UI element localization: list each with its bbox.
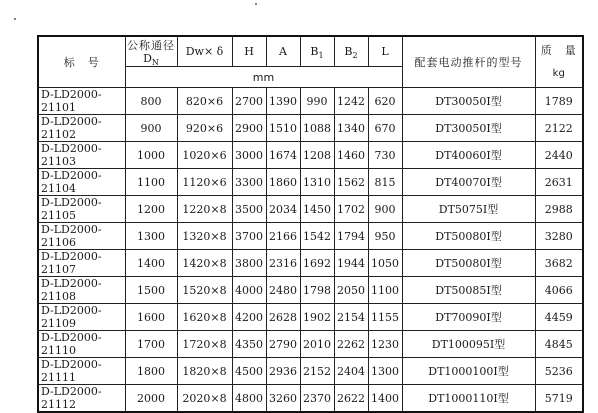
cell-b1: 2010 [300,331,334,358]
cell-h: 3700 [232,223,266,250]
cell-mass: 2440 [535,142,583,169]
table-row [38,142,583,169]
cell-a: 2480 [266,277,300,304]
cell-b1: 990 [300,88,334,115]
table-row [38,250,583,277]
header-b2: $B_2$ [334,36,368,67]
cell-code: D-LD2000-21111 [38,358,125,385]
cell-dn: 1700 [125,331,177,358]
table-row [38,223,583,250]
header-nominal-diameter-label: 公称通径 [127,38,175,52]
table-row [38,115,583,142]
cell-a: 2034 [266,196,300,223]
cell-h: 3500 [232,196,266,223]
cell-dn: 1000 [125,142,177,169]
cell-l: 670 [368,115,402,142]
cell-model: DT100095Ⅰ型 [402,331,535,358]
cell-a: 3260 [266,385,300,413]
cell-dn: 1600 [125,304,177,331]
cell-a: 2936 [266,358,300,385]
cell-a: 1674 [266,142,300,169]
header-actuator-model: 配套电动推杆的型号 [402,36,535,88]
header-code: 标 号 [38,36,125,88]
cell-dw: 1520×8 [177,277,232,304]
cell-mass: 4459 [535,304,583,331]
cell-b2: 2154 [334,304,368,331]
cell-h: 3800 [232,250,266,277]
cell-b2: 1944 [334,250,368,277]
cell-b2: 1242 [334,88,368,115]
cell-b1: 2370 [300,385,334,413]
cell-b1: 1798 [300,277,334,304]
cell-b1: 1310 [300,169,334,196]
header-mass [535,36,583,88]
cell-l: 1230 [368,331,402,358]
cell-b1: 2152 [300,358,334,385]
cell-b1: 1208 [300,142,334,169]
cell-a: 1390 [266,88,300,115]
table-row [38,385,583,413]
cell-b2: 2622 [334,385,368,413]
cell-code: D-LD2000-21101 [38,88,125,115]
cell-dn: 1200 [125,196,177,223]
cell-h: 3000 [232,142,266,169]
header-dw: Dw× δ [177,36,232,67]
cell-h: 3300 [232,169,266,196]
cell-code: D-LD2000-21103 [38,142,125,169]
cell-code: D-LD2000-21106 [38,223,125,250]
cell-a: 1860 [266,169,300,196]
cell-dn: 900 [125,115,177,142]
cell-dw: 820×6 [177,88,232,115]
cell-l: 1155 [368,304,402,331]
header-l: L [368,36,402,67]
cell-mass: 2988 [535,196,583,223]
cell-h: 4000 [232,277,266,304]
cell-dn: 800 [125,88,177,115]
table-row [38,196,583,223]
cell-h: 2700 [232,88,266,115]
cell-b1: 1088 [300,115,334,142]
header-a: A [266,36,300,67]
cell-mass: 3280 [535,223,583,250]
cell-code: D-LD2000-21110 [38,331,125,358]
cell-code: D-LD2000-21108 [38,277,125,304]
cell-dn: 1400 [125,250,177,277]
cell-dn: 1300 [125,223,177,250]
table-row [38,277,583,304]
cell-code: D-LD2000-21104 [38,169,125,196]
header-nominal-diameter [125,36,177,67]
cell-model: DT1000100Ⅰ型 [402,358,535,385]
header-h: H [232,36,266,67]
spec-table [37,35,584,413]
cell-l: 815 [368,169,402,196]
cell-h: 4500 [232,358,266,385]
cell-b2: 2404 [334,358,368,385]
cell-model: DT30050Ⅰ型 [402,115,535,142]
cell-model: DT50080Ⅰ型 [402,250,535,277]
cell-b1: 1542 [300,223,334,250]
table-row [38,88,583,115]
cell-mass: 2631 [535,169,583,196]
cell-a: 2628 [266,304,300,331]
cell-model: DT30050Ⅰ型 [402,88,535,115]
cell-dn: 1500 [125,277,177,304]
cell-dw: 1820×8 [177,358,232,385]
cell-code: D-LD2000-21109 [38,304,125,331]
cell-l: 620 [368,88,402,115]
cell-b1: 1692 [300,250,334,277]
cell-l: 950 [368,223,402,250]
header-unit-mm: mm [125,67,402,88]
cell-l: 1050 [368,250,402,277]
cell-mass: 5236 [535,358,583,385]
cell-model: DT40070Ⅰ型 [402,169,535,196]
cell-dn: 1800 [125,358,177,385]
header-mass-unit: kg [552,68,565,79]
cell-model: DT5075Ⅰ型 [402,196,535,223]
header-row [38,36,583,67]
cell-mass: 4845 [535,331,583,358]
cell-mass: 3682 [535,250,583,277]
cell-mass: 1789 [535,88,583,115]
cell-a: 1510 [266,115,300,142]
cell-code: D-LD2000-21102 [38,115,125,142]
cell-model: DT50085Ⅰ型 [402,277,535,304]
cell-b1: 1902 [300,304,334,331]
header-nominal-diameter-symbol: $D_N$ [143,51,159,67]
cell-b2: 1794 [334,223,368,250]
cell-b2: 1562 [334,169,368,196]
cell-dw: 1220×8 [177,196,232,223]
cell-model: DT1000110Ⅰ型 [402,385,535,413]
cell-a: 2790 [266,331,300,358]
cell-h: 4800 [232,385,266,413]
cell-h: 4200 [232,304,266,331]
cell-h: 4350 [232,331,266,358]
cell-dw: 1620×8 [177,304,232,331]
cell-mass: 2122 [535,115,583,142]
cell-dw: 1020×6 [177,142,232,169]
cell-mass: 5719 [535,385,583,413]
cell-b2: 2262 [334,331,368,358]
cell-b2: 1460 [334,142,368,169]
header-mass-label: 质 量 [540,44,577,57]
cell-a: 2166 [266,223,300,250]
header-b1: $B_1$ [300,36,334,67]
cell-dw: 1120×6 [177,169,232,196]
cell-h: 2900 [232,115,266,142]
cell-l: 730 [368,142,402,169]
cell-model: DT50080Ⅰ型 [402,223,535,250]
cell-b1: 1450 [300,196,334,223]
cell-l: 1300 [368,358,402,385]
cell-b2: 2050 [334,277,368,304]
cell-dw: 1720×8 [177,331,232,358]
cell-dw: 1320×8 [177,223,232,250]
cell-dn: 1100 [125,169,177,196]
cell-dn: 2000 [125,385,177,413]
cell-dw: 920×6 [177,115,232,142]
cell-code: D-LD2000-21105 [38,196,125,223]
cell-code: D-LD2000-21112 [38,385,125,413]
cell-b2: 1340 [334,115,368,142]
scan-speck [14,18,16,20]
table-row [38,169,583,196]
cell-l: 1400 [368,385,402,413]
table-row [38,331,583,358]
scan-speck [255,3,257,5]
cell-a: 2316 [266,250,300,277]
cell-code: D-LD2000-21107 [38,250,125,277]
cell-b2: 1702 [334,196,368,223]
cell-model: DT70090Ⅰ型 [402,304,535,331]
cell-mass: 4066 [535,277,583,304]
cell-dw: 2020×8 [177,385,232,413]
cell-model: DT40060Ⅰ型 [402,142,535,169]
cell-l: 900 [368,196,402,223]
table-row [38,304,583,331]
cell-l: 1100 [368,277,402,304]
table-row [38,358,583,385]
cell-dw: 1420×8 [177,250,232,277]
